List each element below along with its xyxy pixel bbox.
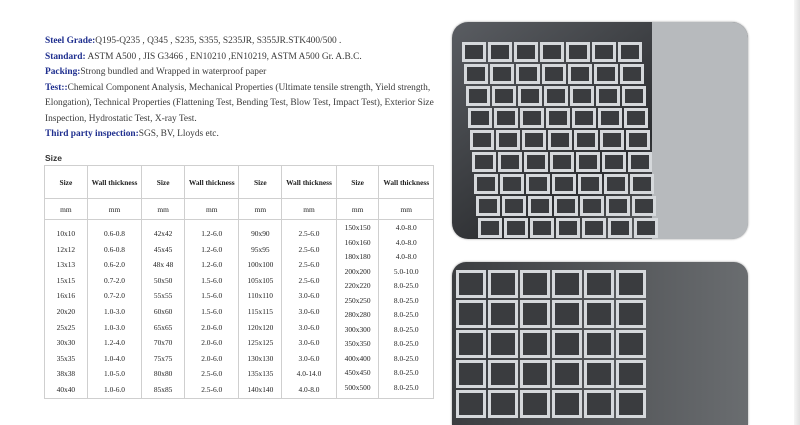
spec-standard: Standard: ASTM A500 , JIS G3466 , EN10210 ,EN10219, ASTM A500 Gr. A.B.C. bbox=[45, 51, 362, 62]
wall-thickness-value: 3.0-6.0 bbox=[298, 322, 320, 332]
tube-hollow bbox=[529, 177, 547, 191]
wall-thickness-value: 8.0-25.0 bbox=[393, 281, 419, 290]
tube-hollow bbox=[471, 111, 489, 125]
size-value: 280x280 bbox=[344, 310, 371, 319]
wall-thickness-value: 3.0-6.0 bbox=[298, 306, 320, 316]
wall-thickness-value: 8.0-25.0 bbox=[393, 353, 419, 363]
size-value: 95x95 bbox=[251, 244, 270, 254]
tube-hollow bbox=[587, 303, 611, 325]
tube-hollow bbox=[501, 155, 519, 169]
tube-hollow bbox=[491, 45, 509, 59]
wall-thickness-value: 4.0-8.0 bbox=[395, 252, 417, 261]
spec-steel-grade: Steel Grade:Q195-Q235 , Q345 , S235, S355, S235JR, S355JR.STK400/500 . bbox=[45, 36, 342, 46]
tube-hollow bbox=[493, 67, 511, 81]
wall-thickness-value: 0.6-0.8 bbox=[104, 244, 125, 254]
tube-hollow bbox=[607, 177, 625, 191]
wall-thickness-value: 3.0-6.0 bbox=[298, 353, 320, 363]
size-value: 160x160 bbox=[344, 237, 371, 247]
size-value: 140x140 bbox=[247, 384, 274, 394]
tube-hollow bbox=[619, 273, 643, 295]
tube-hollow bbox=[465, 45, 483, 59]
unit-cell: mm bbox=[45, 199, 88, 220]
wall-thickness-value: 8.0-25.0 bbox=[393, 339, 419, 348]
size-value: 110x110 bbox=[247, 291, 274, 301]
unit-row bbox=[45, 199, 434, 220]
size-value: 80x80 bbox=[153, 369, 173, 379]
size-value: 20x20 bbox=[56, 306, 76, 316]
tube-hollow bbox=[587, 333, 611, 355]
size-value: 400x400 bbox=[344, 353, 371, 363]
tube-hollow bbox=[507, 221, 525, 235]
tube-hollow bbox=[521, 89, 539, 103]
size-column bbox=[239, 220, 282, 399]
tube-hollow bbox=[491, 393, 515, 415]
page-edge bbox=[794, 0, 800, 425]
tube-hollow bbox=[467, 67, 485, 81]
size-value: 12x12 bbox=[56, 244, 76, 254]
wall-thickness-value: 0.7-2.0 bbox=[104, 291, 125, 301]
tube-hollow bbox=[599, 89, 617, 103]
size-table bbox=[44, 165, 434, 399]
size-value: 35x35 bbox=[56, 353, 76, 363]
tube-hollow bbox=[619, 333, 643, 355]
tube-hollow bbox=[549, 111, 567, 125]
wall-thickness-value: 1.5-6.0 bbox=[201, 306, 223, 316]
unit-cell: mm bbox=[239, 199, 282, 220]
wall-thickness-column bbox=[282, 220, 336, 399]
tube-hollow bbox=[503, 177, 521, 191]
tube-hollow bbox=[555, 393, 579, 415]
unit-cell: mm bbox=[336, 199, 379, 220]
wall-thickness-value: 8.0-25.0 bbox=[393, 324, 419, 334]
tube-hollow bbox=[627, 111, 645, 125]
tube-hollow bbox=[587, 273, 611, 295]
size-value: 125x125 bbox=[247, 338, 274, 348]
tube-hollow bbox=[575, 111, 593, 125]
tube-hollow bbox=[625, 89, 643, 103]
tube-hollow bbox=[587, 393, 611, 415]
tube-hollow bbox=[587, 363, 611, 385]
tube-hollow bbox=[523, 363, 547, 385]
tube-hollow bbox=[619, 393, 643, 415]
tube-hollow bbox=[569, 45, 587, 59]
tube-hollow bbox=[555, 177, 573, 191]
wall-thickness-value: 2.5-6.0 bbox=[298, 244, 320, 254]
tube-hollow bbox=[577, 133, 595, 147]
wall-thickness-value: 4.0-8.0 bbox=[395, 223, 417, 232]
tube-hollow bbox=[519, 67, 537, 81]
wall-thickness-value: 2.5-6.0 bbox=[298, 229, 320, 238]
unit-cell: mm bbox=[379, 199, 434, 220]
tube-hollow bbox=[491, 273, 515, 295]
wall-thickness-value: 0.6-2.0 bbox=[104, 260, 125, 270]
tube-hollow bbox=[555, 273, 579, 295]
size-value: 30x30 bbox=[56, 338, 76, 348]
wall-thickness-column bbox=[185, 220, 239, 399]
size-value: 115x115 bbox=[247, 306, 274, 316]
tube-hollow bbox=[481, 221, 499, 235]
wall-thickness-value: 1.2-6.0 bbox=[201, 229, 223, 238]
header-wall-thickness: Wall thickness bbox=[282, 166, 336, 199]
size-value: 13x13 bbox=[56, 260, 76, 270]
spec-packing: Packing:Strong bundled and Wrapped in waterproof paper bbox=[45, 67, 267, 77]
tube-hollow bbox=[479, 199, 497, 213]
tube-hollow bbox=[571, 67, 589, 81]
tube-hollow bbox=[459, 333, 483, 355]
wall-thickness-value: 5.0-10.0 bbox=[393, 266, 419, 276]
tube-hollow bbox=[491, 303, 515, 325]
tube-hollow bbox=[555, 303, 579, 325]
tube-hollow bbox=[557, 199, 575, 213]
tube-hollow bbox=[635, 199, 653, 213]
header-size: Size bbox=[336, 166, 379, 199]
size-value: 220x220 bbox=[344, 281, 371, 290]
wall-thickness-value: 2.5-6.0 bbox=[298, 260, 320, 270]
tube-hollow bbox=[573, 89, 591, 103]
tube-hollow bbox=[637, 221, 655, 235]
size-column bbox=[45, 220, 88, 399]
wall-thickness-value: 2.0-6.0 bbox=[201, 322, 223, 332]
tube-hollow bbox=[619, 363, 643, 385]
wall-thickness-value: 8.0-25.0 bbox=[393, 310, 419, 319]
tube-hollow bbox=[491, 363, 515, 385]
size-value: 500x500 bbox=[344, 382, 371, 392]
tube-hollow bbox=[621, 45, 639, 59]
tube-hollow bbox=[585, 221, 603, 235]
size-value: 200x200 bbox=[344, 266, 371, 276]
unit-cell: mm bbox=[87, 199, 141, 220]
size-value: 105x105 bbox=[247, 275, 274, 285]
wall-thickness-value: 2.5-6.0 bbox=[201, 369, 223, 379]
wall-thickness-value: 1.0-5.0 bbox=[104, 369, 125, 379]
tube-hollow bbox=[469, 89, 487, 103]
wall-thickness-value: 1.5-6.0 bbox=[201, 291, 223, 301]
tube-hollow bbox=[633, 177, 651, 191]
wall-thickness-column bbox=[87, 220, 141, 399]
size-value: 90x90 bbox=[251, 229, 270, 238]
steel-tubes-image bbox=[452, 22, 748, 239]
size-value: 45x45 bbox=[153, 244, 173, 254]
tube-hollow bbox=[555, 333, 579, 355]
data-row bbox=[45, 220, 434, 399]
unit-cell: mm bbox=[185, 199, 239, 220]
size-value: 150x150 bbox=[344, 223, 371, 232]
tube-hollow bbox=[603, 133, 621, 147]
tube-hollow bbox=[497, 111, 515, 125]
tube-hollow bbox=[555, 363, 579, 385]
tube-hollow bbox=[473, 133, 491, 147]
size-value: 180x180 bbox=[344, 252, 371, 261]
tube-hollow bbox=[631, 155, 649, 169]
size-value: 55x55 bbox=[153, 291, 173, 301]
wall-thickness-value: 0.7-2.0 bbox=[104, 275, 125, 285]
wall-thickness-value: 1.0-4.0 bbox=[104, 353, 125, 363]
wall-thickness-value: 8.0-25.0 bbox=[393, 295, 419, 305]
wall-thickness-value: 2.5-6.0 bbox=[298, 275, 320, 285]
size-column bbox=[142, 220, 185, 399]
tube-hollow bbox=[523, 303, 547, 325]
header-size: Size bbox=[142, 166, 185, 199]
tube-hollow bbox=[559, 221, 577, 235]
tube-hollow bbox=[505, 199, 523, 213]
steel-tubes-photo-bottom bbox=[452, 262, 748, 425]
size-value: 450x450 bbox=[344, 368, 371, 377]
steel-tubes-photo-top bbox=[452, 22, 748, 239]
tube-hollow bbox=[523, 393, 547, 415]
tube-hollow bbox=[601, 111, 619, 125]
wall-thickness-value: 3.0-6.0 bbox=[298, 291, 320, 301]
size-value: 40x40 bbox=[56, 384, 76, 394]
tube-hollow bbox=[551, 133, 569, 147]
tube-hollow bbox=[491, 333, 515, 355]
tube-hollow bbox=[523, 273, 547, 295]
tube-hollow bbox=[623, 67, 641, 81]
size-value: 60x60 bbox=[153, 306, 173, 316]
tube-hollow bbox=[459, 273, 483, 295]
unit-cell: mm bbox=[282, 199, 336, 220]
tube-hollow bbox=[543, 45, 561, 59]
spec-test: Test::Chemical Component Analysis, Mechanical Properties (Ultimate tensile strength, Yield strength, Elongation), Technical Properties (Flattening Test, Bending Test, Blow Test, Impact Test), Exterior Size Inspection, Hydrostatic Test, X-ray Test. bbox=[45, 82, 434, 124]
tube-hollow bbox=[495, 89, 513, 103]
size-value: 120x120 bbox=[247, 322, 274, 332]
size-value: 15x15 bbox=[56, 275, 76, 285]
tube-hollow bbox=[523, 333, 547, 355]
tube-hollow bbox=[611, 221, 629, 235]
wall-thickness-value: 4.0-8.0 bbox=[395, 237, 417, 247]
tube-hollow bbox=[527, 155, 545, 169]
wall-thickness-value: 1.0-3.0 bbox=[104, 322, 125, 332]
tube-hollow bbox=[547, 89, 565, 103]
tube-hollow bbox=[459, 393, 483, 415]
size-value: 10x10 bbox=[56, 229, 76, 238]
wall-thickness-value: 2.0-6.0 bbox=[201, 353, 223, 363]
size-section-title: Size bbox=[45, 153, 63, 163]
wall-thickness-value: 2.0-6.0 bbox=[201, 338, 223, 348]
wall-thickness-value: 1.5-6.0 bbox=[201, 275, 223, 285]
wall-thickness-value: 1.2-6.0 bbox=[201, 260, 223, 270]
wall-thickness-value: 4.0-8.0 bbox=[298, 384, 320, 394]
wall-thickness-value: 1.2-6.0 bbox=[201, 244, 223, 254]
wall-thickness-value: 1.0-3.0 bbox=[104, 306, 125, 316]
wall-thickness-value: 8.0-25.0 bbox=[393, 382, 419, 392]
size-value: 130x130 bbox=[247, 353, 274, 363]
size-value: 65x65 bbox=[153, 322, 173, 332]
tube-hollow bbox=[595, 45, 613, 59]
tube-hollow bbox=[531, 199, 549, 213]
size-value: 100x100 bbox=[247, 260, 274, 270]
header-wall-thickness: Wall thickness bbox=[185, 166, 239, 199]
size-value: 300x300 bbox=[344, 324, 371, 334]
tube-hollow bbox=[499, 133, 517, 147]
size-value: 135x135 bbox=[247, 369, 274, 379]
wall-thickness-value: 2.5-6.0 bbox=[201, 384, 223, 394]
tube-hollow bbox=[609, 199, 627, 213]
header-size: Size bbox=[45, 166, 88, 199]
header-row bbox=[45, 166, 434, 199]
tube-hollow bbox=[597, 67, 615, 81]
size-value: 70x70 bbox=[153, 338, 173, 348]
tube-hollow bbox=[553, 155, 571, 169]
size-value: 42x42 bbox=[153, 229, 173, 238]
size-value: 85x85 bbox=[153, 384, 173, 394]
tube-hollow bbox=[477, 177, 495, 191]
header-size: Size bbox=[239, 166, 282, 199]
wall-thickness-value: 0.6-0.8 bbox=[104, 229, 125, 238]
tube-hollow bbox=[583, 199, 601, 213]
tube-hollow bbox=[525, 133, 543, 147]
size-column bbox=[336, 220, 379, 399]
header-wall-thickness: Wall thickness bbox=[87, 166, 141, 199]
tube-hollow bbox=[545, 67, 563, 81]
tube-hollow bbox=[619, 303, 643, 325]
spec-block bbox=[45, 34, 440, 143]
tube-hollow bbox=[605, 155, 623, 169]
tube-hollow bbox=[459, 303, 483, 325]
wall-thickness-value: 8.0-25.0 bbox=[393, 368, 419, 377]
size-value: 48x 48 bbox=[152, 260, 174, 270]
steel-tubes-image bbox=[452, 262, 748, 425]
tube-hollow bbox=[459, 363, 483, 385]
size-value: 75x75 bbox=[153, 353, 173, 363]
tube-hollow bbox=[579, 155, 597, 169]
header-wall-thickness: Wall thickness bbox=[379, 166, 434, 199]
size-value: 38x38 bbox=[56, 369, 76, 379]
spec-inspection: Third party inspection:SGS, BV, Lloyds etc. bbox=[45, 129, 219, 139]
tube-hollow bbox=[517, 45, 535, 59]
tube-hollow bbox=[475, 155, 493, 169]
size-value: 50x50 bbox=[153, 275, 173, 285]
unit-cell: mm bbox=[142, 199, 185, 220]
tube-hollow bbox=[533, 221, 551, 235]
wall-thickness-value: 1.0-6.0 bbox=[104, 384, 125, 394]
size-value: 350x350 bbox=[344, 339, 371, 348]
tube-hollow bbox=[581, 177, 599, 191]
wall-thickness-column bbox=[379, 220, 434, 399]
wall-thickness-value: 4.0-14.0 bbox=[296, 369, 322, 379]
wall-thickness-value: 1.2-4.0 bbox=[104, 338, 125, 348]
size-value: 16x16 bbox=[56, 291, 76, 301]
tube-hollow bbox=[523, 111, 541, 125]
tube-hollow bbox=[629, 133, 647, 147]
size-value: 25x25 bbox=[56, 322, 76, 332]
wall-thickness-value: 3.0-6.0 bbox=[298, 338, 320, 348]
size-value: 250x250 bbox=[344, 295, 371, 305]
